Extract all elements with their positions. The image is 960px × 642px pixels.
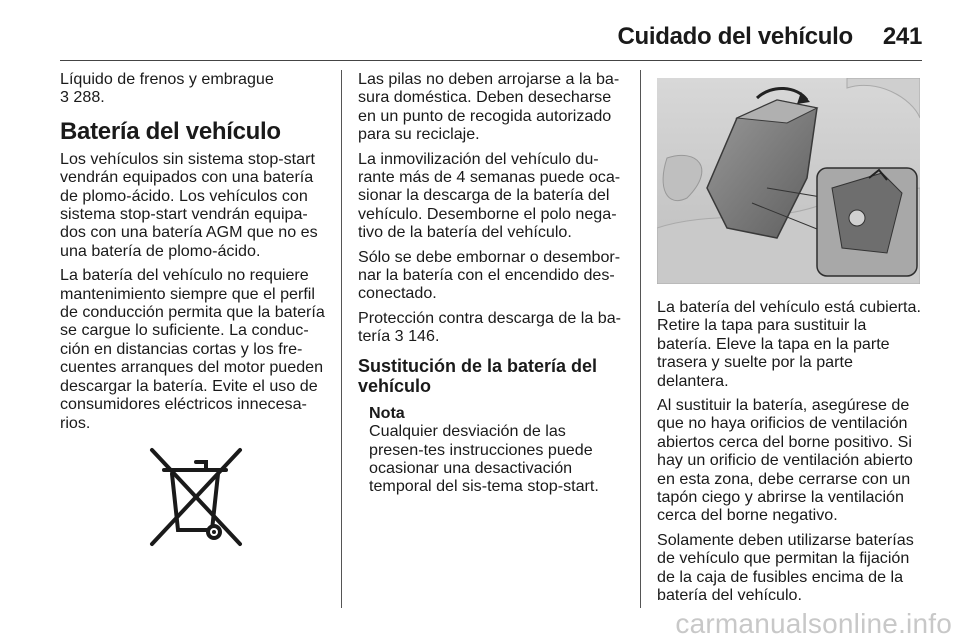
battery-cover-illustration [657, 78, 920, 284]
paragraph: La batería del vehículo está cubierta. Retire la tapa para sustituir la batería. Eleve la tapa en la parte trasera y suelte por la parte delantera. [657, 298, 921, 390]
section-heading-replacement: Sustitución de la batería del vehículo [358, 355, 598, 396]
page-header [60, 14, 922, 61]
paragraph-with-reference: Protección contra descarga de la ba-tería 3 146. [358, 308, 622, 346]
paragraph: Al sustituir la batería, asegúrese de que no haya orificios de ventilación abiertos cerca del borne positivo. Si hay un orificio de ventilación abierto en esta zona, debe cerrarse con un tapón ciego y abrirse la ventilación cerca del borne negativo. [657, 396, 913, 525]
paragraph: Los vehículos sin sistema stop-start vendrán equipados con una batería de plomo-ácido. Los vehículos con sistema stop-start vendrán equipa-dos con una batería AGM que no es una batería de plomo-ácido. [60, 149, 318, 260]
page-number: 241 [882, 23, 922, 50]
note-text: Cualquier desviación de las presen-tes instrucciones puede ocasionar una desactivación temporal del sis-tema stop-start. [369, 422, 599, 496]
page-title: Cuidado del vehículo [617, 23, 853, 50]
column-3 [657, 70, 923, 611]
paragraph: Las pilas no deben arrojarse a la ba-sura doméstica. Deben desecharse en un punto de recogida autorizado para su reciclaje. [358, 70, 620, 144]
column-1 [60, 70, 332, 550]
intro-text: Líquido de frenos y embrague 3 288. [60, 70, 274, 107]
paragraph: Sólo se debe embornar o desembor-nar la batería con el encendido des-conectado. [358, 247, 621, 303]
paragraph: La inmovilización del vehículo du-rante más de 4 semanas puede oca-sionar la descarga de la batería del vehículo. Desemborne el polo nega-tivo de la batería del vehículo. [358, 149, 621, 242]
column-2 [358, 70, 624, 496]
column-divider-1 [341, 70, 342, 608]
crossed-out-wheelie-bin-icon [142, 442, 250, 550]
paragraph: La batería del vehículo no requiere mantenimiento siempre que el perfil de conducción permita que la batería se cargue lo suficiente. La conduc-ción en distancias cortas y los fre-cuentes arranques del motor pueden descargar la batería. Evite el uso de consumidores eléctricos innecesa-rios. [60, 266, 325, 432]
note-box [358, 404, 624, 496]
cross-reference-link[interactable]: 3 288. [60, 88, 105, 107]
column-divider-2 [640, 70, 641, 608]
paragraph: Solamente deben utilizarse baterías de vehículo que permitan la fijación de la caja de fusibles encima de la batería del vehículo. [657, 530, 914, 605]
watermark: carmanualsonline.info [675, 608, 952, 639]
note-label: Nota [369, 403, 405, 422]
section-heading-battery: Batería del vehículo [60, 117, 281, 145]
